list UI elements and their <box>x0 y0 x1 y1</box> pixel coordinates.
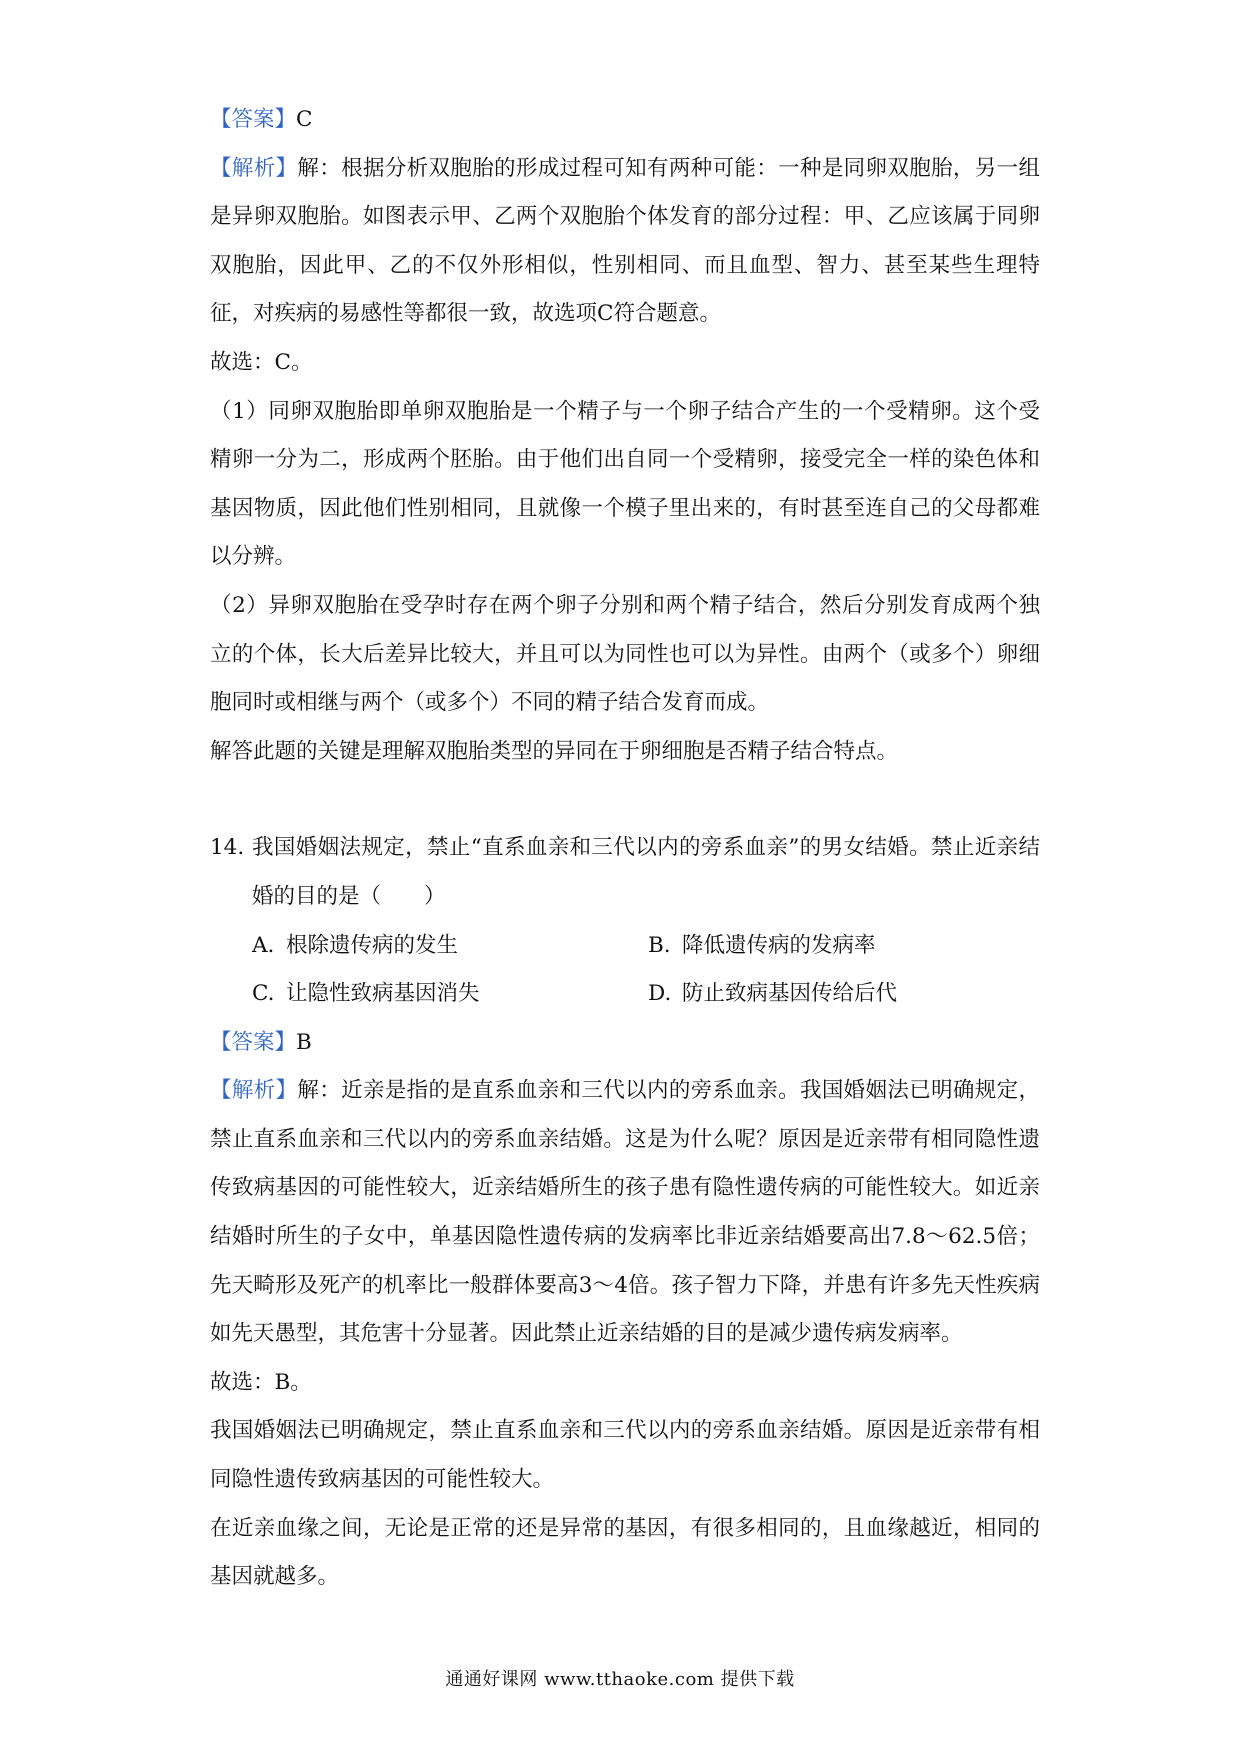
q14-summary-1: 我国婚姻法已明确规定，禁止直系血亲和三代以内的旁系血亲结婚。原因是近亲带有相同隐性遗传致病基因的可能性较大。 <box>210 1418 1040 1493</box>
answer-tag: 【答案】 <box>210 1029 297 1055</box>
q13-point-2: （2）异卵双胞胎在受孕时存在两个卵子分别和两个精子结合，然后分别发育成两个独立的个体，长大后差异比较大，并且可以为同性也可以为异性。由两个（或多个）卵细胞同时或相继与两个（或多个）不同的精子结合发育而成。 <box>210 592 1040 716</box>
option-d <box>648 970 1040 1019</box>
option-letter: A. <box>252 932 275 958</box>
option-a <box>252 922 648 971</box>
option-text: 防止致病基因传给后代 <box>682 981 898 1007</box>
analysis-tag: 【解析】 <box>210 1078 298 1104</box>
option-letter: B. <box>648 932 671 958</box>
q13-point-1: （1）同卵双胞胎即单卵双胞胎是一个精子与一个卵子结合产生的一个受精卵。这个受精卵一分为二，形成两个胚胎。由于他们出自同一个受精卵，接受完全一样的染色体和基因物质，因此他们性别相同，且就像一个模子里出来的，有时甚至连自己的父母都难以分辨。 <box>210 398 1040 570</box>
q13-answer-line <box>210 96 1040 145</box>
question-text: 我国婚姻法规定，禁止“直系血亲和三代以内的旁系血亲”的男女结婚。禁止近亲结婚的目的是（ ） <box>252 835 1040 909</box>
q14-stem <box>210 824 1040 921</box>
q14-analysis <box>210 1067 1040 1359</box>
option-b <box>648 922 1040 971</box>
option-text: 降低遗传病的发病率 <box>682 932 876 958</box>
q13-choice-line: 故选：C。 <box>210 349 313 375</box>
option-c <box>252 970 648 1019</box>
answer-value: B <box>296 1029 312 1055</box>
analysis-text: 解：根据分析双胞胎的形成过程可知有两种可能：一种是同卵双胞胎，另一组是异卵双胞胎。如图表示甲、乙两个双胞胎个体发育的部分过程：甲、乙应该属于同卵双胞胎，因此甲、乙的不仅外形相似，性别相同、而且血型、智力、甚至某些生理特征，对疾病的易感性等都很一致，故选项C符合题意。 <box>210 155 1040 327</box>
q14-options <box>210 922 1040 1019</box>
q13-analysis <box>210 145 1040 339</box>
option-text: 让隐性致病基因消失 <box>286 981 480 1007</box>
question-number: 14. <box>210 835 245 861</box>
q14-choice-line: 故选：B。 <box>210 1369 312 1395</box>
q13-key-point: 解答此题的关键是理解双胞胎类型的异同在于卵细胞是否精子结合特点。 <box>210 738 899 764</box>
answer-tag: 【答案】 <box>210 107 297 132</box>
answer-value: C <box>296 107 313 132</box>
section-gap <box>210 776 1040 824</box>
option-letter: D. <box>648 981 672 1007</box>
q14-answer-line <box>210 1019 1040 1068</box>
analysis-tag: 【解析】 <box>210 155 298 181</box>
option-text: 根除遗传病的发生 <box>286 932 459 958</box>
page-footer: 通通好课网 www.tthaoke.com 提供下载 <box>445 1669 795 1690</box>
analysis-text: 解：近亲是指的是直系血亲和三代以内的旁系血亲。我国婚姻法已明确规定，禁止直系血亲和三代以内的旁系血亲结婚。这是为什么呢？原因是近亲带有相同隐性遗传致病基因的可能性较大，近亲结婚所生的孩子患有隐性遗传病的可能性较大。如近亲结婚时所生的子女中，单基因隐性遗传病的发病率比非近亲结婚要高出7.8～62.5倍；先天畸形及死产的机率比一般群体要高3～4倍。孩子智力下降，并患有许多先天性疾病如先天愚型，其危害十分显著。因此禁止近亲结婚的目的是减少遗传病发病率。 <box>210 1078 1040 1347</box>
q14-summary-2: 在近亲血缘之间，无论是正常的还是异常的基因，有很多相同的，且血缘越近，相同的基因就越多。 <box>210 1515 1040 1590</box>
page-content <box>210 96 1040 1602</box>
option-letter: C. <box>252 981 275 1007</box>
